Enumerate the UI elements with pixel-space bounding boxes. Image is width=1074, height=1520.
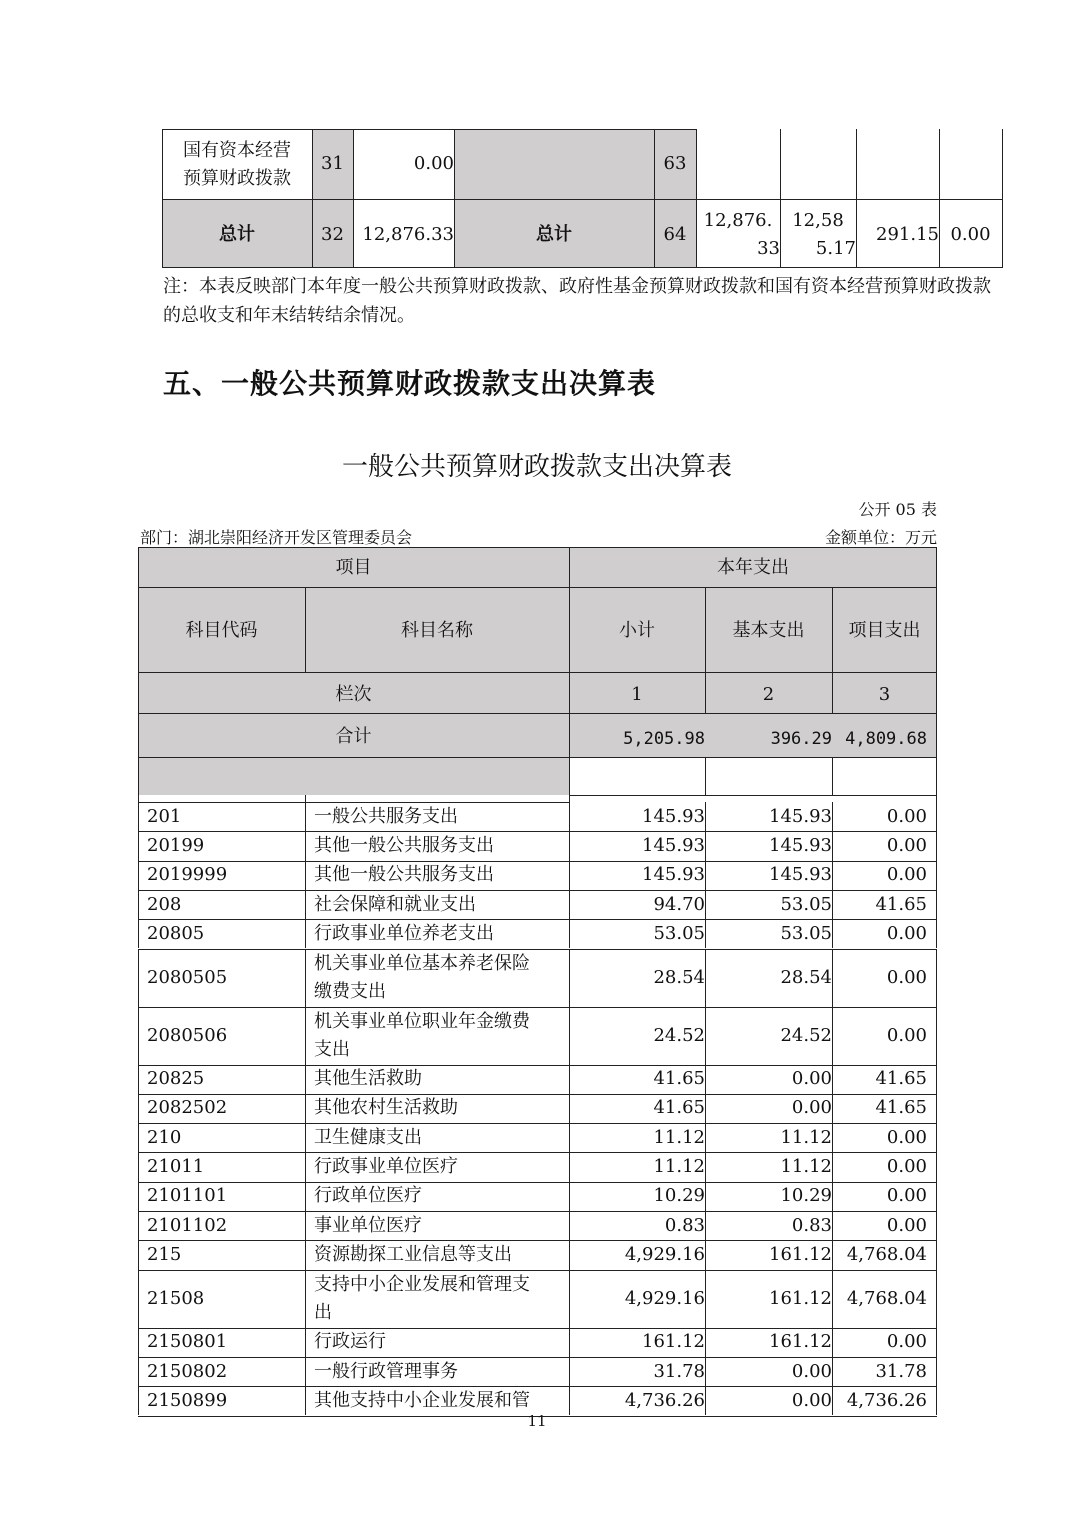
- header-column-no: 栏次: [335, 684, 372, 705]
- row-basic: 11.12: [780, 1156, 832, 1178]
- section-heading: 五、一般公共预算财政拨款支出决算表: [163, 367, 657, 400]
- row-value: 0.00: [413, 153, 454, 174]
- total-label-left: 总计: [219, 224, 255, 245]
- unit-label: 金额单位：万元: [824, 528, 937, 547]
- row-name: 行政事业单位医疗: [314, 1156, 458, 1178]
- row-project: 0.00: [886, 1156, 927, 1178]
- total-value-2-line1: 12,58: [792, 210, 844, 231]
- total-label-right: 总计: [536, 224, 572, 245]
- row-name: 其他一般公共服务支出: [314, 834, 494, 856]
- row-name: 行政单位医疗: [314, 1185, 422, 1207]
- row-code: 20825: [147, 1068, 205, 1090]
- total-project: 4,809.68: [845, 729, 927, 749]
- row-name: 行政运行: [314, 1331, 386, 1353]
- income-expense-summary-table: [162, 129, 1003, 268]
- row-subtotal: 4,929.16: [624, 1287, 705, 1309]
- row-subtotal: 41.65: [653, 1068, 705, 1090]
- row-basic: 53.05: [780, 922, 832, 944]
- row-project: 0.00: [886, 1185, 927, 1207]
- row-code: 201: [147, 805, 182, 827]
- row-name: 支持中小企业发展和管理支: [314, 1273, 530, 1295]
- row-project: 41.65: [875, 1097, 927, 1119]
- row-label-state-capital-line2: 预算财政拨款: [183, 168, 291, 189]
- total-value-3: 291.15: [876, 224, 939, 245]
- total-row-number: 32: [321, 224, 344, 245]
- row-subtotal: 53.05: [653, 922, 705, 944]
- row-name: 一般行政管理事务: [314, 1360, 458, 1382]
- row-code: 2080505: [147, 966, 228, 988]
- department-label: 部门：湖北崇阳经济开发区管理委员会: [140, 528, 413, 547]
- row-project: 0.00: [886, 966, 927, 988]
- row-subtotal: 145.93: [642, 805, 705, 827]
- header-name: 科目名称: [401, 620, 473, 641]
- row-name: 社会保障和就业支出: [314, 893, 476, 915]
- row-subtotal: 41.65: [653, 1097, 705, 1119]
- table-code: 公开 05 表: [858, 500, 937, 519]
- row-basic: 161.12: [769, 1243, 832, 1265]
- row-project: 0.00: [886, 1331, 927, 1353]
- row-name: 一般公共服务支出: [314, 805, 458, 827]
- row-code: 2101101: [147, 1185, 228, 1207]
- total-value-2-line2: 5.17: [815, 238, 856, 259]
- row-basic: 145.93: [769, 834, 832, 856]
- row-subtotal: 145.93: [642, 864, 705, 886]
- row-subtotal: 31.78: [653, 1360, 705, 1382]
- row-basic: 10.29: [780, 1185, 832, 1207]
- total-value-1-line1: 12,876.: [703, 210, 773, 231]
- row-name-line2: 缴费支出: [314, 980, 386, 1002]
- row-name: 其他农村生活救助: [314, 1097, 458, 1119]
- table-title: 一般公共预算财政拨款支出决算表: [341, 452, 732, 482]
- expenditure-table: [138, 547, 937, 1411]
- row-project: 0.00: [886, 834, 927, 856]
- total-value-left: 12,876.33: [362, 224, 454, 245]
- row-subtotal: 11.12: [653, 1126, 705, 1148]
- total-label: 合计: [335, 726, 372, 747]
- total-value-1-line2: 33: [757, 238, 780, 259]
- row-subtotal: 28.54: [653, 966, 705, 988]
- row-basic: 28.54: [780, 966, 832, 988]
- row-basic: 0.00: [791, 1068, 832, 1090]
- row-project: 4,768.04: [846, 1243, 927, 1265]
- row-name: 其他生活救助: [314, 1068, 422, 1090]
- row-name: 事业单位医疗: [314, 1214, 422, 1236]
- row-basic: 145.93: [769, 864, 832, 886]
- row-code: 2019999: [147, 864, 228, 886]
- row-label-state-capital-line1: 国有资本经营: [183, 140, 291, 161]
- row-subtotal: 161.12: [642, 1331, 705, 1353]
- row-basic: 24.52: [780, 1024, 832, 1046]
- page-number: 11: [527, 1412, 547, 1430]
- row-code: 2082502: [147, 1097, 228, 1119]
- column-number-1: 1: [631, 684, 643, 705]
- row-subtotal: 94.70: [653, 893, 705, 915]
- row-project: 4,736.26: [846, 1389, 927, 1411]
- total-subtotal: 5,205.98: [623, 729, 705, 749]
- row-name: 资源勘探工业信息等支出: [314, 1243, 512, 1265]
- row-name-line2: 支出: [314, 1038, 350, 1060]
- row-code: 215: [147, 1243, 182, 1265]
- row-number-right: 63: [663, 153, 687, 174]
- row-code: 20199: [147, 834, 205, 856]
- header-item: 项目: [335, 557, 372, 578]
- row-subtotal: 0.83: [664, 1214, 705, 1236]
- row-subtotal: 24.52: [653, 1024, 705, 1046]
- row-code: 2150899: [147, 1389, 228, 1411]
- row-project: 0.00: [886, 1126, 927, 1148]
- total-row-number-right: 64: [663, 224, 687, 245]
- row-code: 21508: [147, 1287, 205, 1309]
- row-project: 0.00: [886, 805, 927, 827]
- row-code: 2101102: [147, 1214, 228, 1236]
- row-basic: 0.00: [791, 1389, 832, 1411]
- row-project: 41.65: [875, 893, 927, 915]
- row-project: 41.65: [875, 1068, 927, 1090]
- row-basic: 0.00: [791, 1360, 832, 1382]
- table-note: 注：本表反映部门本年度一般公共预算财政拨款、政府性基金预算财政拨款和国有资本经营预算财政拨款的总收支和年末结转结余情况。: [163, 276, 991, 326]
- row-subtotal: 11.12: [653, 1156, 705, 1178]
- row-project: 4,768.04: [846, 1287, 927, 1309]
- header-code: 科目代码: [185, 620, 258, 641]
- total-basic: 396.29: [770, 729, 832, 749]
- row-basic: 0.00: [791, 1097, 832, 1119]
- row-basic: 11.12: [780, 1126, 832, 1148]
- header-current-year: 本年支出: [717, 557, 789, 578]
- row-basic: 53.05: [780, 893, 832, 915]
- header-basic: 基本支出: [732, 620, 805, 641]
- row-code: 2150802: [147, 1360, 228, 1382]
- row-name: 机关事业单位职业年金缴费: [314, 1010, 530, 1032]
- column-number-2: 2: [762, 684, 775, 705]
- row-project: 0.00: [886, 864, 927, 886]
- row-name: 其他一般公共服务支出: [314, 864, 494, 886]
- column-number-3: 3: [878, 684, 891, 705]
- row-name: 卫生健康支出: [314, 1126, 422, 1148]
- row-basic: 145.93: [769, 805, 832, 827]
- row-project: 0.00: [886, 1214, 927, 1236]
- row-code: 210: [147, 1126, 182, 1148]
- row-code: 21011: [147, 1156, 205, 1178]
- header-subtotal: 小计: [619, 620, 655, 641]
- row-code: 208: [147, 893, 182, 915]
- row-subtotal: 4,929.16: [624, 1243, 705, 1265]
- row-code: 20805: [147, 922, 205, 944]
- total-value-4: 0.00: [950, 224, 991, 245]
- row-code: 2080506: [147, 1024, 228, 1046]
- row-project: 0.00: [886, 1024, 927, 1046]
- row-name-line2: 出: [314, 1301, 332, 1323]
- row-number: 31: [321, 153, 344, 174]
- row-subtotal: 10.29: [653, 1185, 705, 1207]
- header-project: 项目支出: [848, 620, 921, 641]
- row-code: 2150801: [147, 1331, 228, 1353]
- row-name: 机关事业单位基本养老保险: [314, 952, 530, 974]
- row-subtotal: 145.93: [642, 834, 705, 856]
- row-project: 31.78: [875, 1360, 927, 1382]
- row-basic: 0.83: [791, 1214, 832, 1236]
- row-name: 其他支持中小企业发展和管: [314, 1389, 530, 1411]
- row-project: 0.00: [886, 922, 927, 944]
- row-name: 行政事业单位养老支出: [314, 922, 494, 944]
- row-basic: 161.12: [769, 1287, 832, 1309]
- row-basic: 161.12: [769, 1331, 832, 1353]
- row-subtotal: 4,736.26: [624, 1389, 705, 1411]
